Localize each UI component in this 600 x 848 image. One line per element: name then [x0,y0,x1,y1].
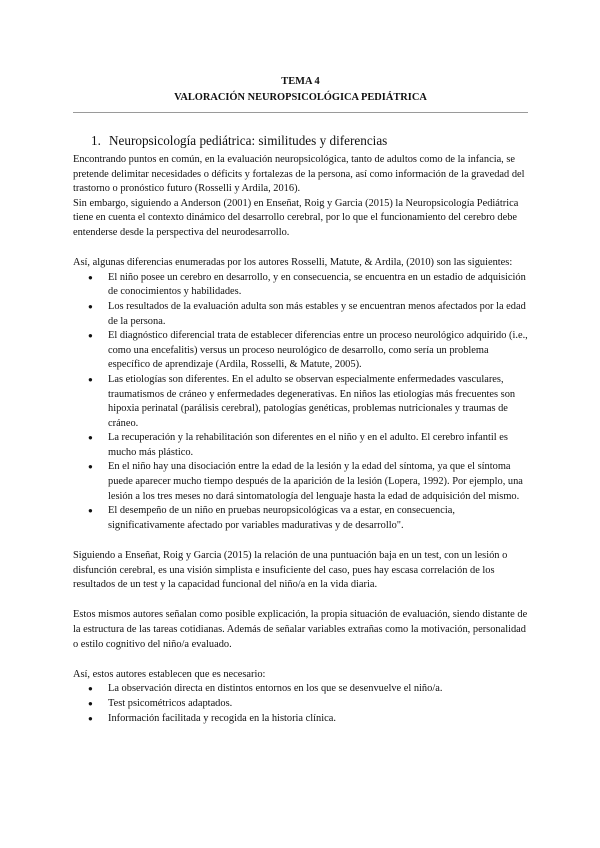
necessities-list [73,682,528,726]
list-item-text: Información facilitada y recogida en la historia clínica. [108,712,336,724]
section-number: 1. [91,133,101,148]
document-header [73,74,528,105]
differences-list [73,271,528,534]
list-item-text: La observación directa en distintos entornos en los que se desenvuelve el niño/a. [108,683,443,695]
section-heading [91,133,528,149]
section-title: Neuropsicología pediátrica: similitudes y diferencias [109,133,388,148]
document-body [73,153,528,726]
list-item [73,697,528,712]
list-item-text: La recuperación y la rehabilitación son diferentes en el niño y en el adulto. El cerebro infantil es mucho más plástico. [108,432,508,458]
paragraph-gap [73,652,528,668]
bullet-icon: ● [88,374,93,384]
bullet-icon: ● [88,698,93,708]
list-item [73,504,528,533]
paragraph-gap [73,593,528,609]
paragraph-evaluation-situation: Estos mismos autores señalan como posible explicación, la propia situación de evaluación, siendo distante de la estructura de las tareas cotidianas. Además de señalar variables extrañas como la motivación, personalidad o estilo cognitivo del niño/a evaluado. [73,609,528,650]
list-item-text: Los resultados de la evaluación adulta son más estables y se encuentran menos afectados por la edad de la persona. [108,300,526,327]
list-item [73,431,528,460]
topic-label: TEMA 4 [281,76,320,87]
differences-lead: Así, algunas diferencias enumeradas por los autores Rosselli, Matute, & Ardila, (2010) son las siguientes: [73,257,513,269]
intro-paragraph-1: Encontrando puntos en común, en la evaluación neuropsicológica, tanto de adultos como de la infancia, se pretende delimitar necesidades o déficits y fortalezas de la persona, así como información de la gravedad del trastorno o pronóstico futuro (Rosselli y Ardila, 2016). [73,154,525,195]
list-item [73,460,528,504]
page-title: VALORACIÓN NEUROPSICOLÓGICA PEDIÁTRICA [174,91,427,103]
list-item-text: El niño posee un cerebro en desarrollo, y en consecuencia, se encuentra en un estadio de adquisición de conocimientos y habilidades. [108,271,526,298]
bullet-icon: ● [88,462,93,472]
list-item [73,373,528,431]
bullet-icon: ● [88,331,93,341]
bullet-icon: ● [88,433,93,443]
list-item [73,682,528,697]
list-item-text: Test psicométricos adaptados. [108,697,233,709]
list-item [73,329,528,373]
bullet-icon: ● [88,684,93,694]
list-item-text: En el niño hay una disociación entre la edad de la lesión y la edad del síntoma, ya que el síntoma puede aparecer mucho tiempo después de la aparición de la lesión (Lopera, 1992). Por ejemplo, una lesión a los tres meses no dará sintomatología del lenguaje hasta la edad de adquisición del mismo. [108,461,523,502]
list-item-text: El desempeño de un niño en pruebas neuropsicológicas va a estar, en consecuencia, significativamente afectado por variables madurativas y de desarrollo". [108,505,455,531]
bullet-icon: ● [88,506,93,516]
bullet-icon: ● [88,272,93,282]
paragraph-low-score: Siguiendo a Enseñat, Roig y Garcia (2015) la relación de una puntuación baja en un test, con un lesión o disfunción cerebral, es una visión simplista e insuficiente del caso, pues hay escasa correlación de los resultados de un test y la capacidad funcional del niño/a en la vida diaria. [73,550,508,591]
list-item [73,712,528,727]
header-divider [73,112,528,113]
bullet-icon: ● [88,713,93,723]
list-item-text: El diagnóstico diferencial trata de establecer diferencias entre un proceso neurológico adquirido (i.e., como una encefalitis) versus un proceso neurológico de desarrollo, como sería un problema específico de aprendizaje (Ardila, Rosselli, & Matute, 2005). [108,330,528,371]
paragraph-gap [73,241,528,257]
list-item-text: Las etiologías son diferentes. En el adulto se observan especialmente enfermedades vasculares, traumatismos de cráneo y enfermedades degenerativas. En niños las etiologías más frecuentes son hipoxia perinatal (parálisis cerebral), patologías genéticas, problemas nutricionales y traumas de cráneo. [108,373,516,429]
necessities-lead: Así, estos autores establecen que es necesario: [73,668,266,680]
list-item [73,300,528,329]
document-page [73,0,528,848]
paragraph-gap [73,533,528,549]
intro-paragraph-2: Sin embargo, siguiendo a Anderson (2001) en Enseñat, Roig y Garcia (2015) la Neuropsicología Pediátrica tiene en cuenta el contexto dinámico del desarrollo cerebral, por lo que el funcionamiento del cerebro debe entenderse desde la perspectiva del neurodesarrollo. [73,197,519,238]
list-item [73,271,528,300]
bullet-icon: ● [88,301,93,311]
